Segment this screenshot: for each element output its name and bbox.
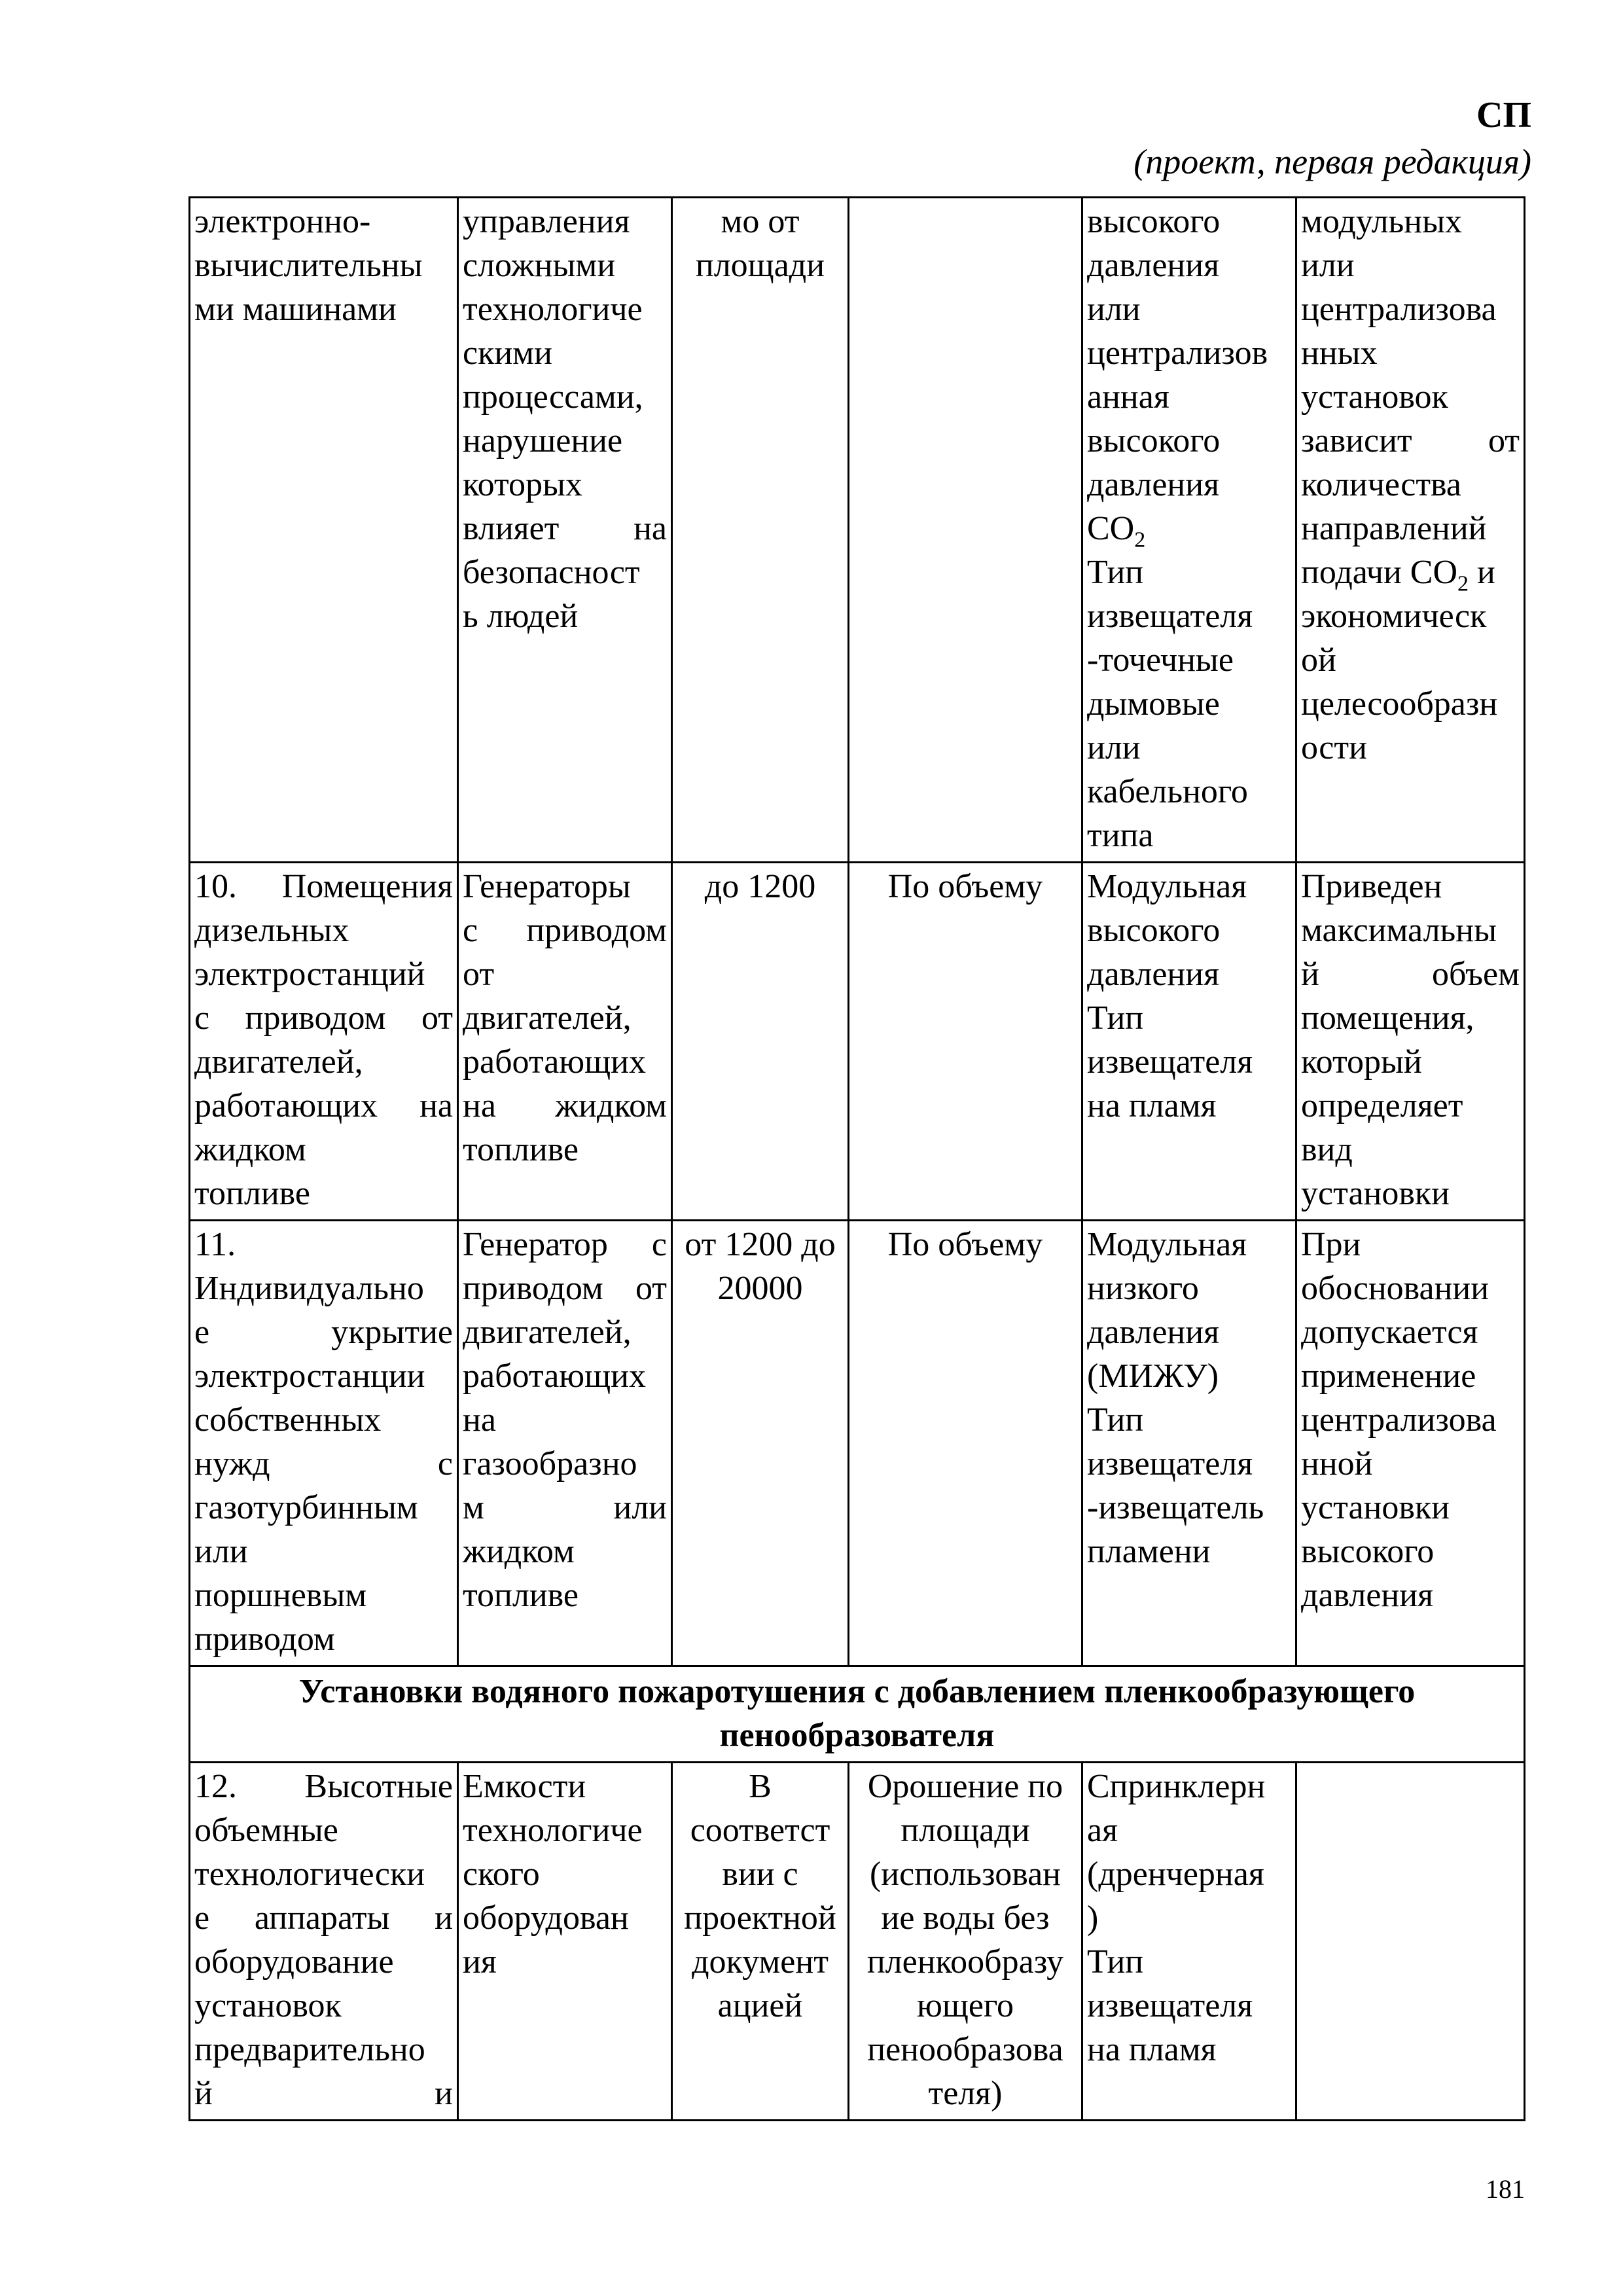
cell-line: нной	[1301, 1445, 1373, 1482]
cell-method	[849, 1763, 1082, 2121]
cell-line: Модульная	[1087, 1226, 1247, 1263]
cell-line: (дренчерная	[1087, 1856, 1264, 1893]
cell-line: )	[1087, 1899, 1099, 1937]
cell-line: электростанций	[194, 956, 425, 993]
cell-line: Модульная	[1087, 868, 1247, 905]
cell-line: давления	[1087, 466, 1220, 503]
cell-line: на	[463, 1401, 496, 1439]
cell-object	[190, 1763, 458, 2121]
cell-line: вычислительны	[194, 247, 423, 284]
cell-line: жидком	[194, 1131, 306, 1168]
cell-line: от	[463, 956, 495, 993]
cell-line: до 1200	[704, 868, 816, 905]
cell-line: документ	[692, 1943, 829, 1981]
fire-suppression-table	[188, 196, 1525, 2121]
cell-line: ая	[1087, 1812, 1118, 1849]
cell-line: или	[1301, 247, 1355, 284]
co2-subscript: 2	[1134, 528, 1146, 552]
document-edition-note: (проект, первая редакция)	[1133, 142, 1531, 181]
cell-line: безопасност	[463, 554, 640, 591]
cell-line: По объему	[887, 868, 1043, 905]
cell-line: или	[1087, 291, 1141, 328]
cell-note	[1296, 1221, 1525, 1666]
cell-line: нарушение	[463, 422, 623, 459]
cell-line: ющего	[916, 1987, 1014, 2024]
cell-line: централизов	[1087, 334, 1268, 372]
cell-line: на пламя	[1087, 1087, 1217, 1124]
cell-line: технологиче	[463, 1812, 643, 1849]
cell-line: ь людей	[463, 598, 579, 635]
cell-line: Тип	[1087, 1943, 1144, 1981]
cell-equipment	[458, 198, 672, 863]
cell-line: ия	[463, 1943, 497, 1981]
cell-line: оборудован	[463, 1899, 629, 1937]
cell-line: Орошение по	[867, 1768, 1063, 1805]
cell-line: газотурбинным	[194, 1489, 418, 1526]
cell-line: приводом от	[463, 1270, 667, 1307]
cell-line: двигателей,	[194, 1043, 363, 1081]
cell-line: 12. Высотные	[194, 1768, 453, 1805]
cell-line: электростанции	[194, 1357, 425, 1395]
cell-line: 20000	[717, 1270, 803, 1307]
cell-line: объемные	[194, 1812, 338, 1849]
cell-line: Тип	[1087, 1401, 1144, 1439]
cell-line: давления	[1087, 956, 1220, 993]
cell-line: обосновании	[1301, 1270, 1489, 1307]
cell-line: Емкости	[463, 1768, 586, 1805]
cell-line: Генераторы	[463, 868, 631, 905]
cell-line: электронно-	[194, 203, 371, 240]
cell-line: установки	[1301, 1489, 1450, 1526]
cell-line: модульных	[1301, 203, 1463, 240]
fire-suppression-table-container	[188, 196, 1524, 2121]
cell-line: сложными	[463, 247, 616, 284]
cell-line: с приводом	[463, 912, 667, 949]
cell-line: давления	[1087, 1314, 1220, 1351]
cell-line: централизова	[1301, 291, 1497, 328]
cell-line: газообразно	[463, 1445, 637, 1482]
cell-installation-type	[1082, 863, 1296, 1221]
cell-line: двигателей,	[463, 1314, 632, 1351]
cell-line: направлений	[1301, 510, 1487, 547]
table-row	[190, 198, 1525, 863]
cell-area	[672, 1221, 849, 1666]
table-row	[190, 863, 1525, 1221]
cell-line: высокого	[1087, 912, 1221, 949]
cell-line: давления	[1301, 1577, 1434, 1614]
cell-line: теля)	[928, 2075, 1003, 2112]
cell-line: технологически	[194, 1856, 425, 1893]
cell-line: -точечные	[1087, 641, 1234, 679]
cell-method	[849, 1221, 1082, 1666]
cell-note	[1296, 1763, 1525, 2121]
cell-line: анная	[1087, 378, 1169, 416]
co2-text-tail: и	[1469, 554, 1495, 591]
cell-area	[672, 198, 849, 863]
cell-line: допускается	[1301, 1314, 1478, 1351]
cell-line: управления	[463, 203, 630, 240]
cell-line: е аппараты и	[194, 1899, 453, 1937]
cell-line: централизова	[1301, 1401, 1497, 1439]
cell-line: помещения,	[1301, 999, 1474, 1037]
cell-line: которых	[463, 466, 582, 503]
cell-line: максимальны	[1301, 912, 1497, 949]
cell-line: вии с	[722, 1856, 798, 1893]
cell-line: В	[749, 1768, 772, 1805]
cell-line: целесообразн	[1301, 685, 1498, 723]
cell-equipment	[458, 1763, 672, 2121]
cell-line: работающих	[463, 1043, 647, 1081]
table-section-row	[190, 1666, 1525, 1763]
cell-line: Приведен	[1301, 868, 1442, 905]
cell-line: оборудование	[194, 1943, 394, 1981]
cell-method	[849, 198, 1082, 863]
cell-line: При	[1301, 1226, 1361, 1263]
cell-line-co2	[1087, 507, 1291, 550]
cell-line: высокого	[1087, 203, 1221, 240]
cell-line: давления	[1087, 247, 1220, 284]
cell-line-co2	[1301, 550, 1520, 594]
cell-installation-type	[1082, 1221, 1296, 1666]
cell-line: Тип	[1087, 999, 1144, 1037]
cell-line: приводом	[194, 1621, 335, 1658]
cell-note	[1296, 198, 1525, 863]
cell-line: собственных	[194, 1401, 382, 1439]
cell-object	[190, 863, 458, 1221]
cell-line: Тип	[1087, 554, 1144, 591]
cell-line: высокого	[1087, 422, 1221, 459]
cell-line: Генератор с	[463, 1226, 667, 1263]
cell-line: скими	[463, 334, 552, 372]
cell-installation-type	[1082, 1763, 1296, 2121]
cell-line: ой	[1301, 641, 1336, 679]
cell-line: применение	[1301, 1357, 1476, 1395]
cell-line: топливе	[194, 1175, 310, 1212]
cell-equipment	[458, 1221, 672, 1666]
cell-line: ми машинами	[194, 291, 397, 328]
cell-line: ацией	[717, 1987, 803, 2024]
cell-line: двигателей,	[463, 999, 632, 1037]
cell-line: й и	[194, 2075, 453, 2112]
cell-line: -извещатель	[1087, 1489, 1264, 1526]
cell-line: работающих	[463, 1357, 647, 1395]
table-row	[190, 1763, 1525, 2121]
cell-line: количества	[1301, 466, 1461, 503]
cell-method	[849, 863, 1082, 1221]
cell-line: Спринклерн	[1087, 1768, 1266, 1805]
cell-line: с приводом от	[194, 999, 453, 1037]
cell-line: соответст	[690, 1812, 830, 1849]
cell-line: установок	[1301, 378, 1448, 416]
cell-line: влияет на	[463, 510, 667, 547]
cell-line: извещателя	[1087, 1043, 1253, 1081]
cell-note	[1296, 863, 1525, 1221]
cell-line: дизельных	[194, 912, 349, 949]
cell-line: извещателя	[1087, 1445, 1253, 1482]
cell-object	[190, 1221, 458, 1666]
cell-line: дымовые	[1087, 685, 1220, 723]
cell-line: м или	[463, 1489, 667, 1526]
cell-line: нужд с	[194, 1445, 453, 1482]
cell-line: й объем	[1301, 956, 1520, 993]
cell-line: пенообразова	[867, 2031, 1063, 2068]
co2-text: подачи CO	[1301, 554, 1458, 591]
page-number: 181	[1486, 2174, 1525, 2204]
cell-line: зависит от	[1301, 422, 1520, 459]
cell-line: экономическ	[1301, 598, 1487, 635]
cell-line: е укрытие	[194, 1314, 453, 1351]
cell-line: технологиче	[463, 291, 643, 328]
cell-line: (МИЖУ)	[1087, 1357, 1219, 1395]
cell-line: от 1200 до	[685, 1226, 836, 1263]
cell-line: (использован	[869, 1856, 1061, 1893]
cell-line: вид	[1301, 1131, 1353, 1168]
cell-line: площади	[901, 1812, 1030, 1849]
cell-line: или	[194, 1533, 248, 1570]
cell-line: поршневым	[194, 1577, 367, 1614]
cell-line: пламени	[1087, 1533, 1211, 1570]
cell-line: мо от	[721, 203, 800, 240]
cell-line: работающих на	[194, 1087, 453, 1124]
cell-line: жидком	[463, 1533, 575, 1570]
cell-line: площади	[695, 247, 825, 284]
cell-equipment	[458, 863, 672, 1221]
cell-line: 10. Помещения	[194, 868, 453, 905]
cell-line: на жидком	[463, 1087, 667, 1124]
cell-line: пленкообразу	[866, 1943, 1064, 1981]
document-code: СП	[1476, 95, 1531, 135]
cell-line: установки	[1301, 1175, 1450, 1212]
cell-line: Индивидуально	[194, 1270, 424, 1307]
cell-area	[672, 1763, 849, 2121]
section-title: Установки водяного пожаротушения с добавлением пленкообразующего пенообразователя	[190, 1666, 1525, 1763]
cell-line: нных	[1301, 334, 1378, 372]
cell-line: процессами,	[463, 378, 643, 416]
co2-text: CO	[1087, 510, 1135, 547]
cell-line: на пламя	[1087, 2031, 1217, 2068]
cell-line: типа	[1087, 817, 1154, 854]
cell-line: или	[1087, 729, 1141, 766]
cell-line: предварительно	[194, 2031, 425, 2068]
cell-line: проектной	[684, 1899, 836, 1937]
table-row	[190, 1221, 1525, 1666]
cell-line: низкого	[1087, 1270, 1199, 1307]
cell-line: извещателя	[1087, 1987, 1253, 2024]
cell-object	[190, 198, 458, 863]
cell-line: извещателя	[1087, 598, 1253, 635]
cell-line: кабельного	[1087, 773, 1248, 810]
cell-line: ие воды без	[881, 1899, 1050, 1937]
cell-line: определяет	[1301, 1087, 1463, 1124]
cell-line: По объему	[887, 1226, 1043, 1263]
cell-line: установок	[194, 1987, 342, 2024]
co2-subscript: 2	[1457, 571, 1469, 596]
cell-area	[672, 863, 849, 1221]
cell-line: ского	[463, 1856, 540, 1893]
cell-line: топливе	[463, 1577, 579, 1614]
cell-line: высокого	[1301, 1533, 1435, 1570]
cell-line: ости	[1301, 729, 1367, 766]
cell-installation-type	[1082, 198, 1296, 863]
cell-line: 11.	[194, 1226, 236, 1263]
cell-line: топливе	[463, 1131, 579, 1168]
cell-line: который	[1301, 1043, 1422, 1081]
